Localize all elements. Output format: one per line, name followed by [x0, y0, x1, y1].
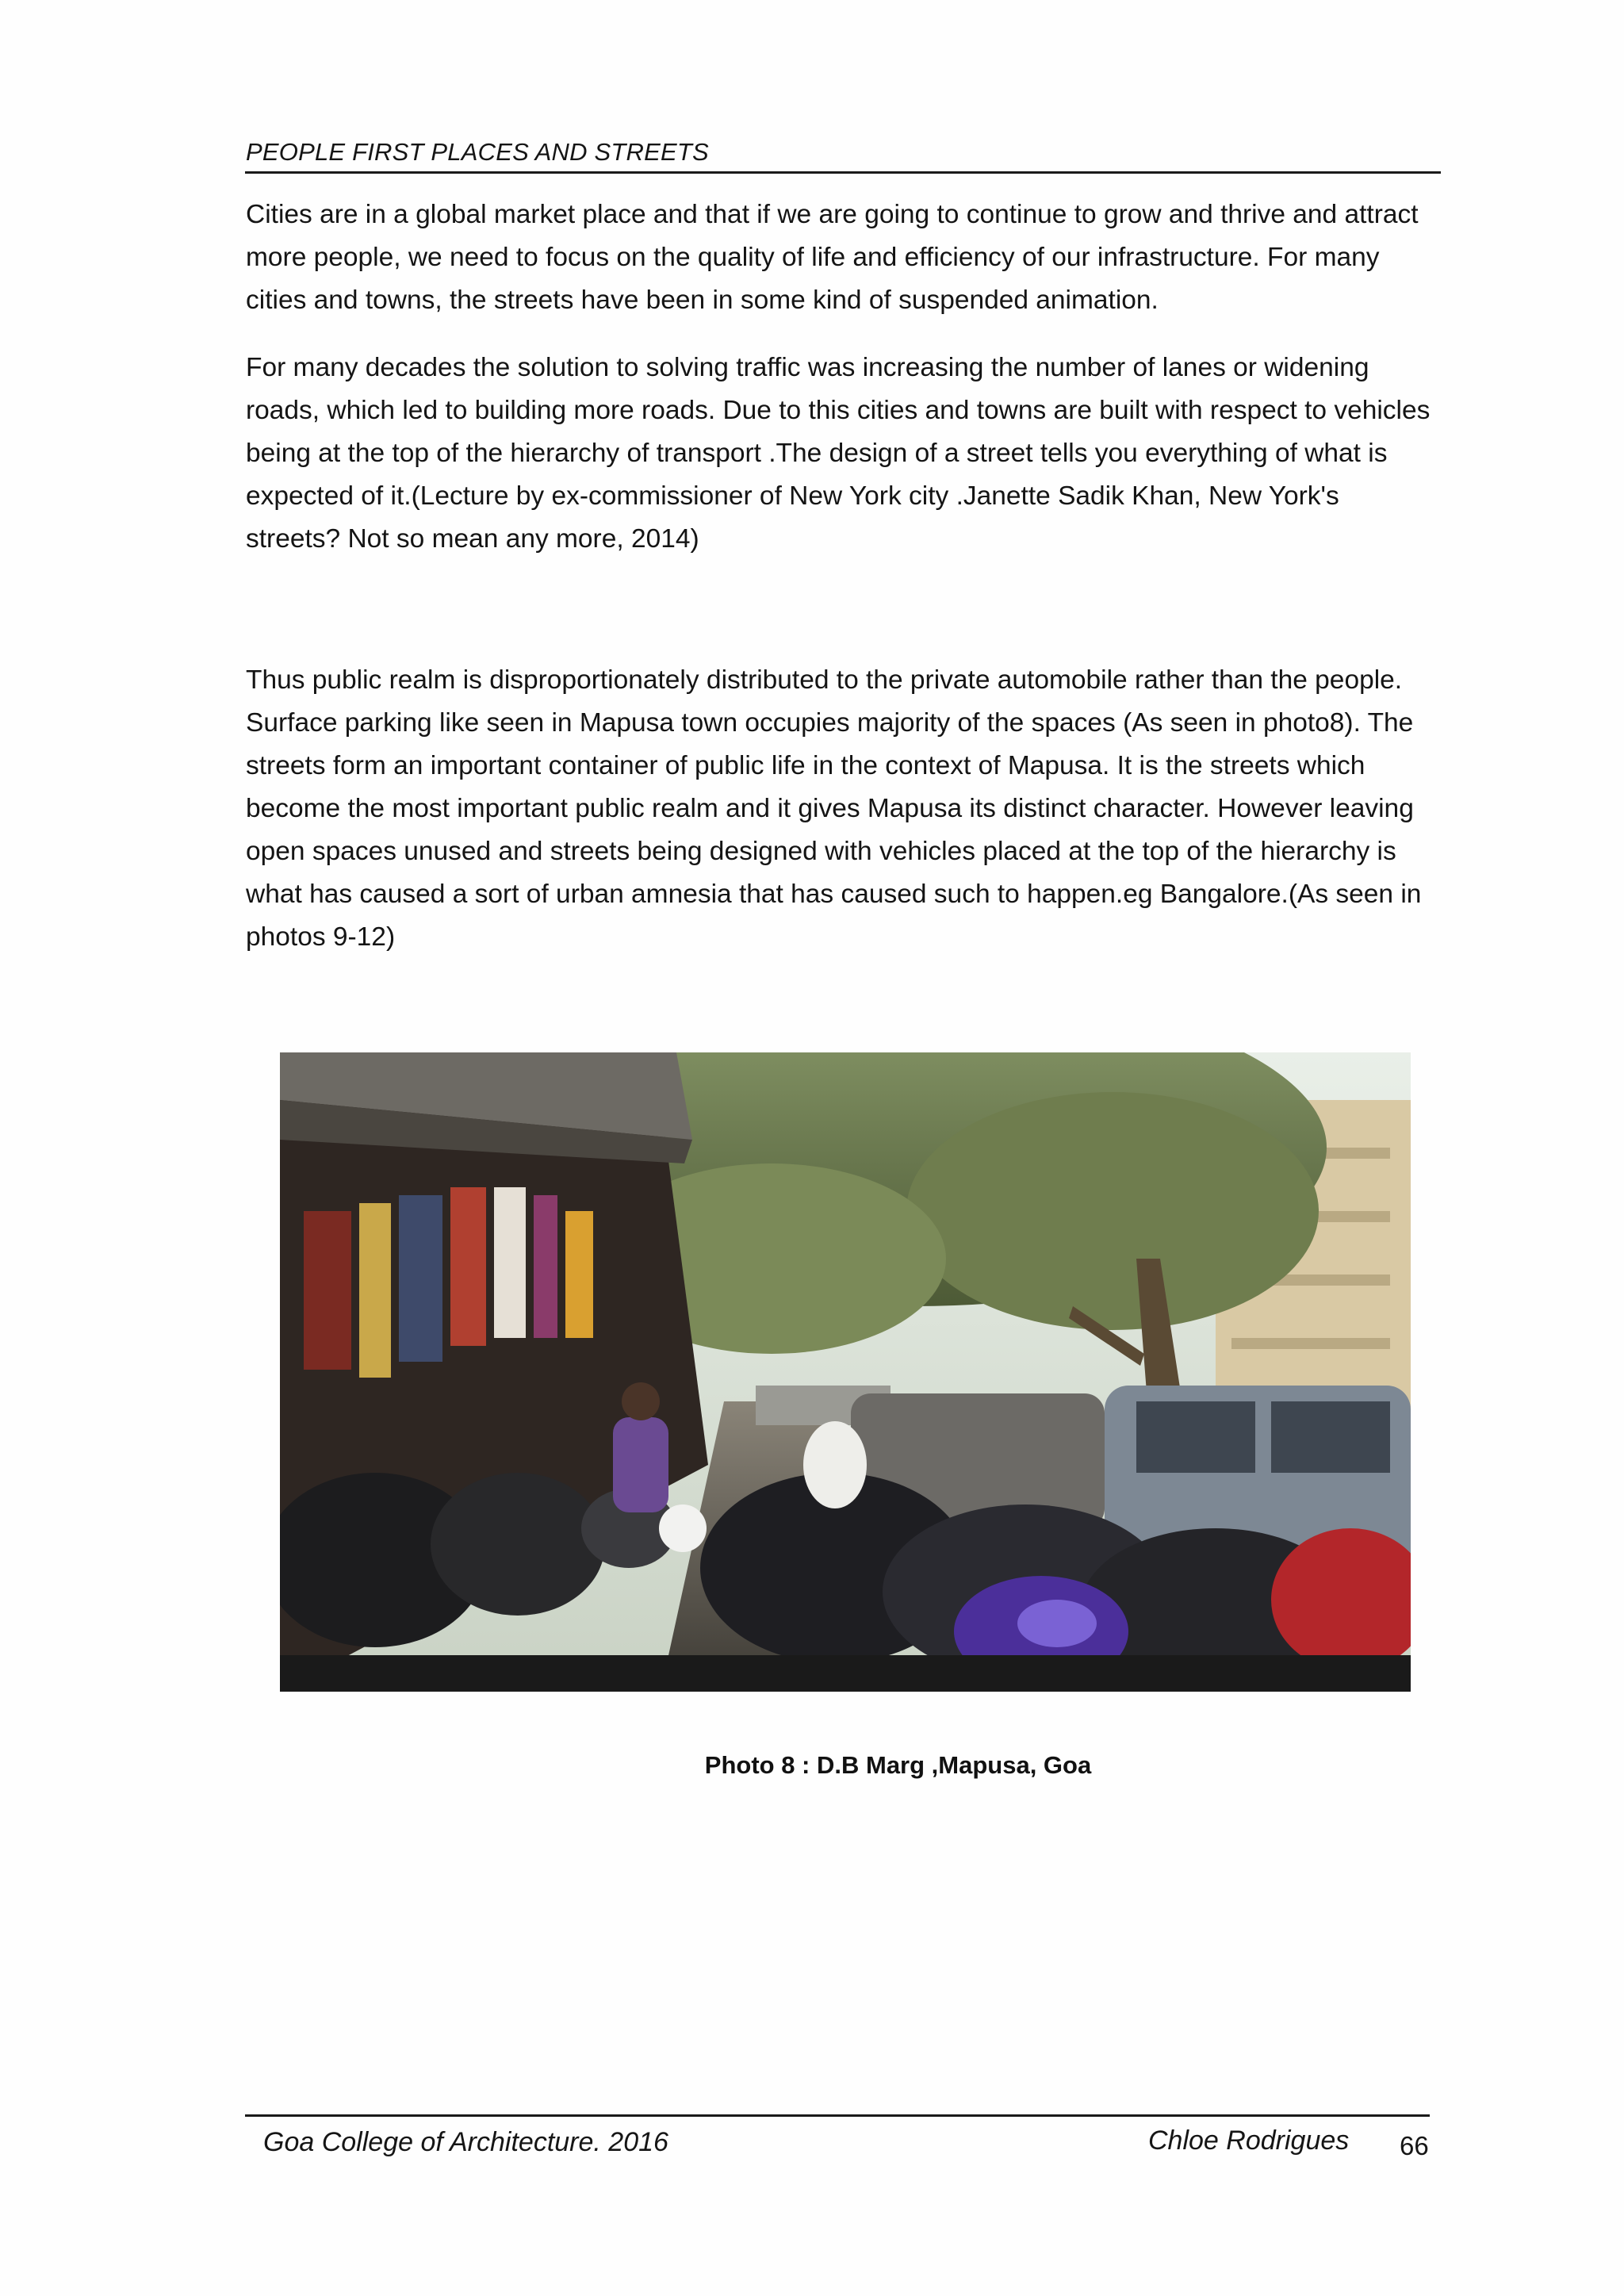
body-paragraph-2: For many decades the solution to solving traffic was increasing the number of lanes or widening roads, which led to building more roads. Due to this cities and towns are built with respect to vehicles being at the top of the hierarchy of transport .The design of a street tells you everything of what is expected of it.(Lecture by ex-commissioner of New York city .Janette Sadik Khan, New York's streets? Not so mean any more, 2014) — [246, 353, 1431, 554]
footer-divider — [245, 2114, 1430, 2117]
body-paragraph-3: Thus public realm is disproportionately distributed to the private automobile rather than the people. Surface parking like seen in Mapusa town occupies majority of the spaces (As seen in photo8). The streets form an important container of public life in the context of Mapusa. It is the streets which become the most important public realm and it gives Mapusa its distinct character. However leaving open spaces unused and streets being designed with vehicles placed at the top of the hierarchy is what has caused a sort of urban amnesia that has caused such to happen.eg Bangalore.(As seen in photos 9-12) — [246, 665, 1422, 952]
header-title: PEOPLE FIRST PLACES AND STREETS — [246, 138, 709, 166]
footer-author: Chloe Rodrigues — [1148, 2125, 1350, 2156]
page-number: 66 — [1400, 2131, 1429, 2160]
running-header — [245, 136, 1441, 174]
body-paragraph-1: Cities are in a global market place and that if we are going to continue to grow and thrive and attract more people, we need to focus on the quality of life and efficiency of our infrastructure. For many cities and towns, the streets have been in some kind of suspended animation. — [246, 200, 1419, 315]
street-photo — [280, 1052, 1411, 1692]
footer-institution: Goa College of Architecture. 2016 — [263, 2127, 668, 2157]
street-photo-illustration — [280, 1052, 1411, 1692]
figure-caption: Photo 8 : D.B Marg ,Mapusa, Goa — [704, 1751, 1092, 1779]
